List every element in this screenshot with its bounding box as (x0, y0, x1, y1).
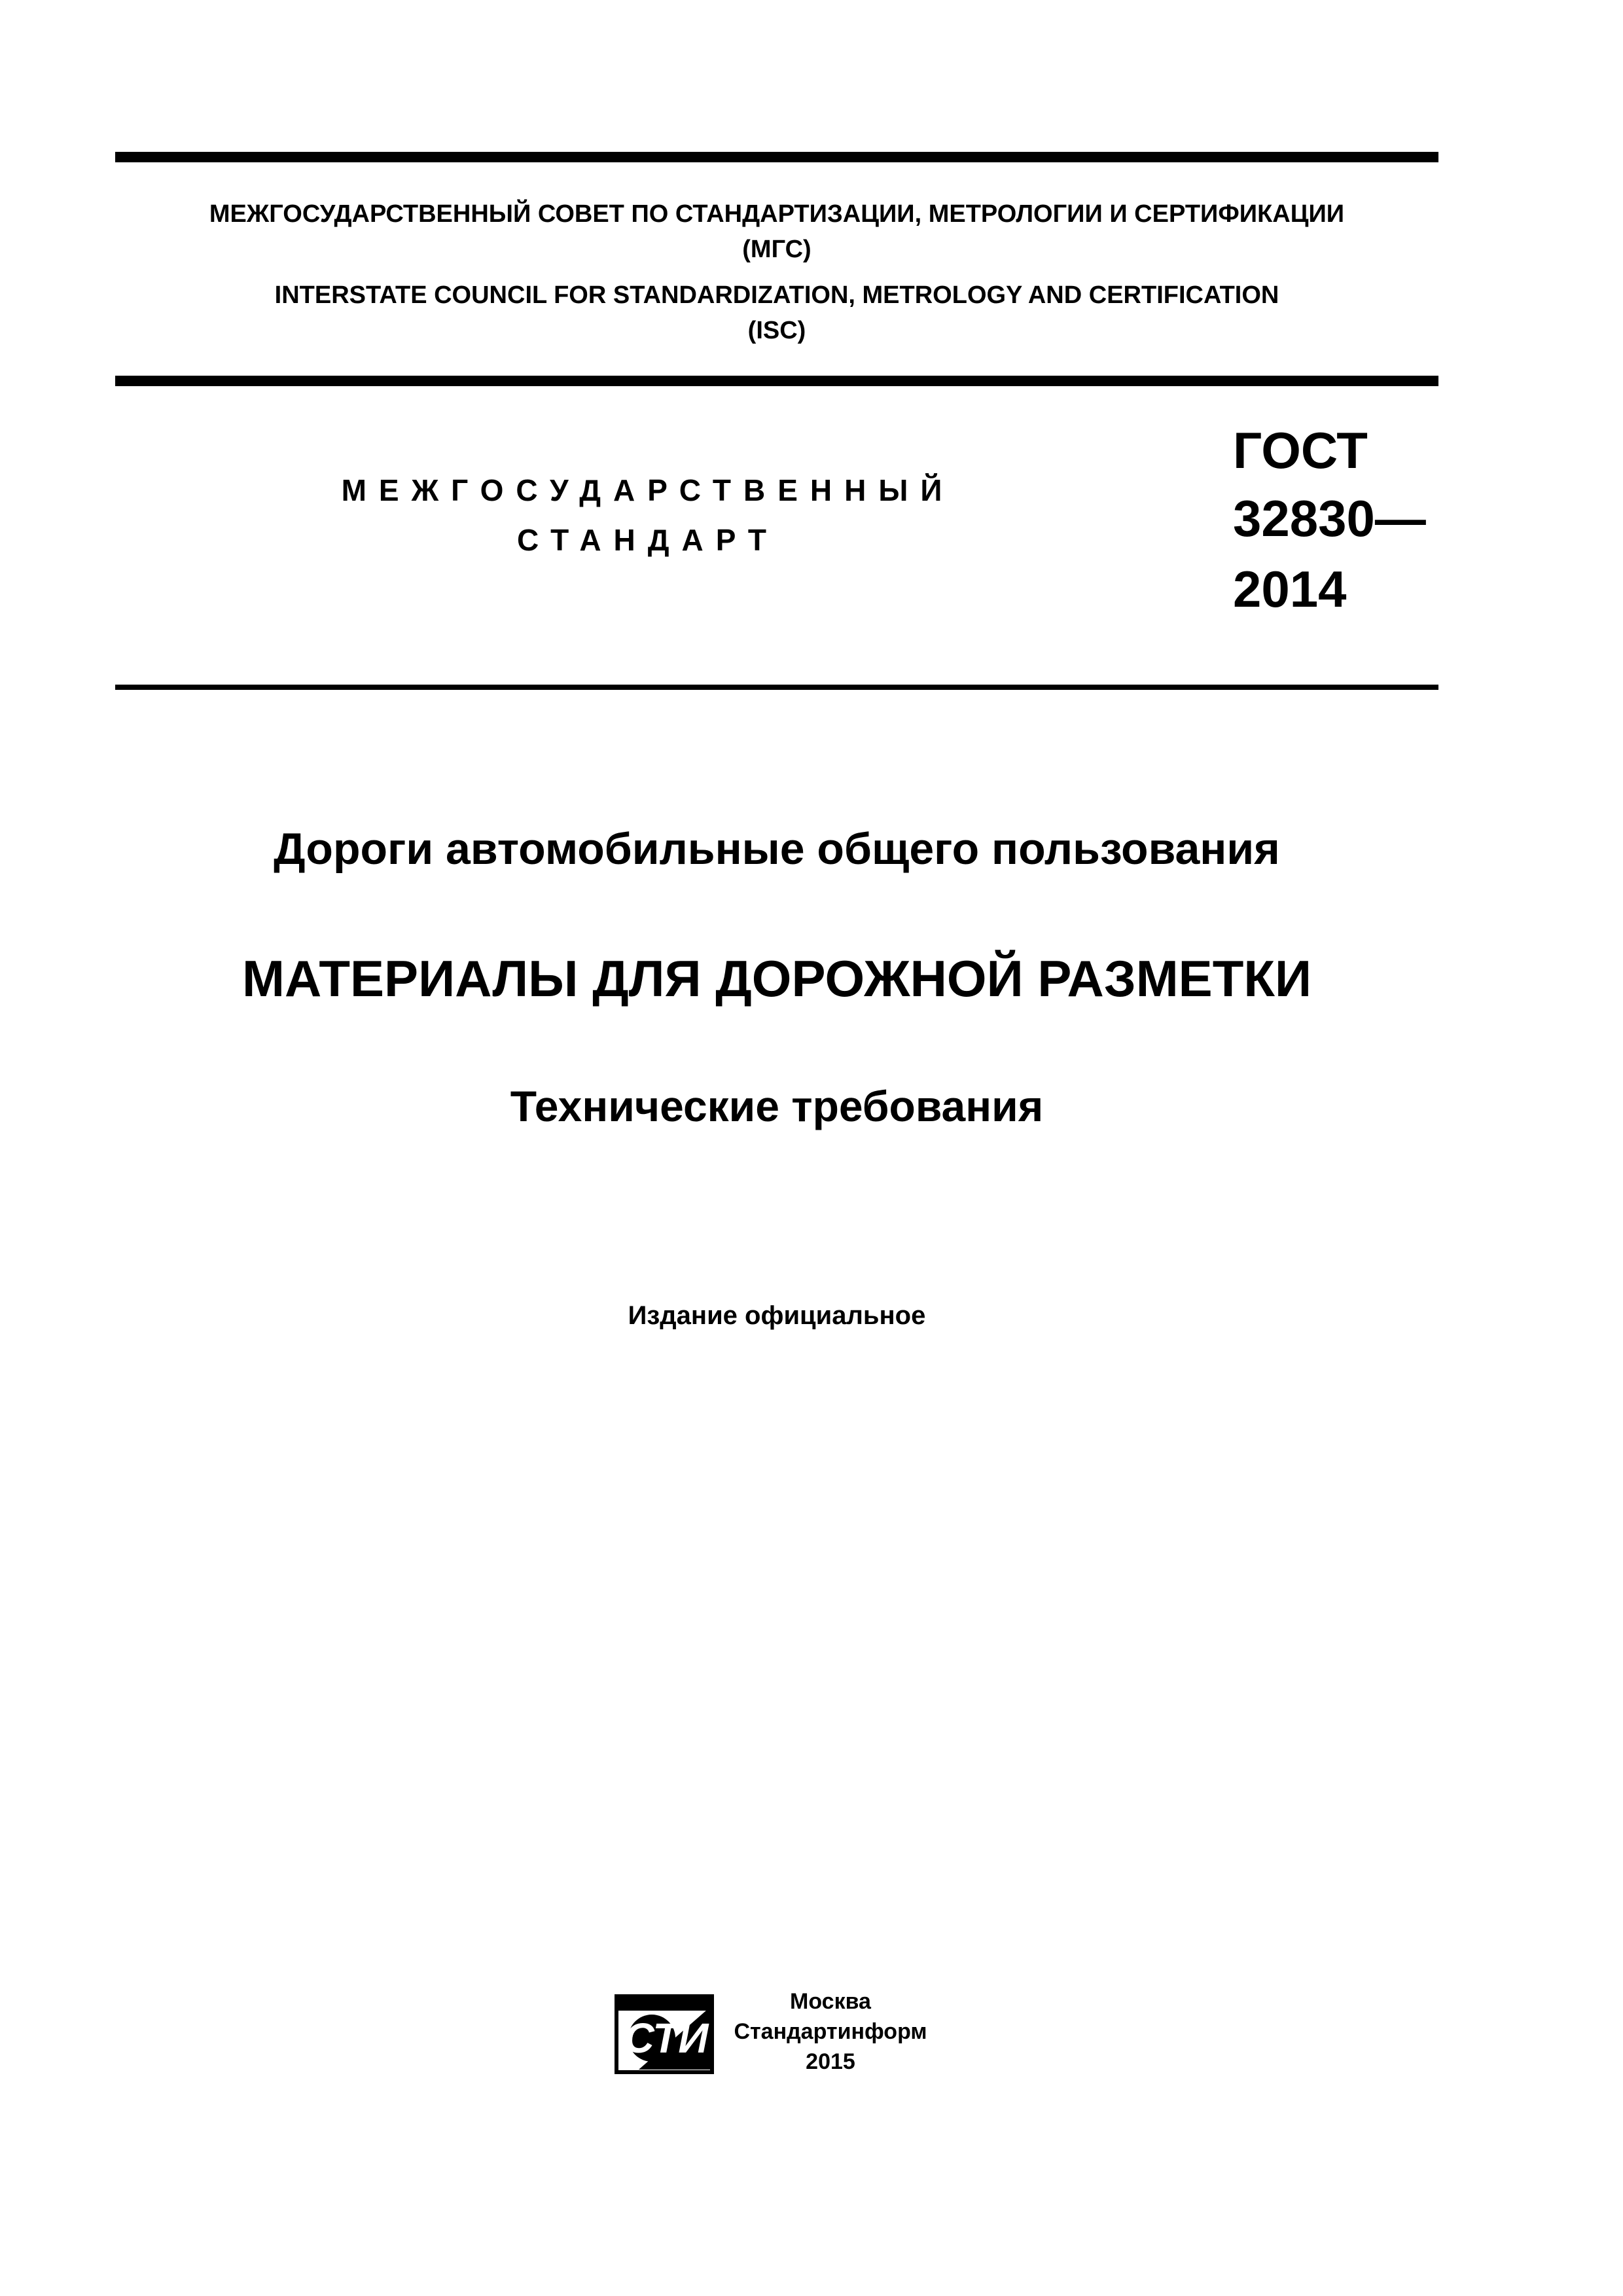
middle-divider (115, 376, 1438, 386)
imprint-publisher: Стандартинформ (734, 2019, 927, 2044)
standartinform-logo-icon (613, 1992, 716, 2076)
gost-number: 32830— (1233, 490, 1426, 547)
gost-prefix: ГОСТ (1233, 422, 1368, 479)
imprint-year: 2015 (806, 2049, 855, 2074)
imprint-city: Москва (790, 1989, 871, 2014)
council-name-en: INTERSTATE COUNCIL FOR STANDARDIZATION, METROLOGY AND CERTIFICATION (274, 281, 1279, 309)
standard-type-line1: МЕЖГОСУДАРСТВЕННЫЙ (341, 473, 955, 507)
bottom-divider (115, 685, 1438, 690)
standard-type-line2: СТАНДАРТ (517, 523, 779, 557)
edition-label: Издание официальное (628, 1301, 926, 1330)
document-title-sub: Технические требования (510, 1082, 1044, 1130)
logo-text: СТИ (624, 2015, 709, 2062)
top-divider (115, 152, 1438, 162)
council-abbr-ru: (МГС) (742, 236, 812, 263)
document-title-general: Дороги автомобильные общего пользования (274, 824, 1280, 874)
gost-year: 2014 (1233, 560, 1347, 618)
document-title-main: МАТЕРИАЛЫ ДЛЯ ДОРОЖНОЙ РАЗМЕТКИ (241, 950, 1312, 1007)
council-name-ru: МЕЖГОСУДАРСТВЕННЫЙ СОВЕТ ПО СТАНДАРТИЗАЦИИ, МЕТРОЛОГИИ И СЕРТИФИКАЦИИ (209, 200, 1345, 228)
council-abbr-en: (ISC) (747, 317, 806, 344)
